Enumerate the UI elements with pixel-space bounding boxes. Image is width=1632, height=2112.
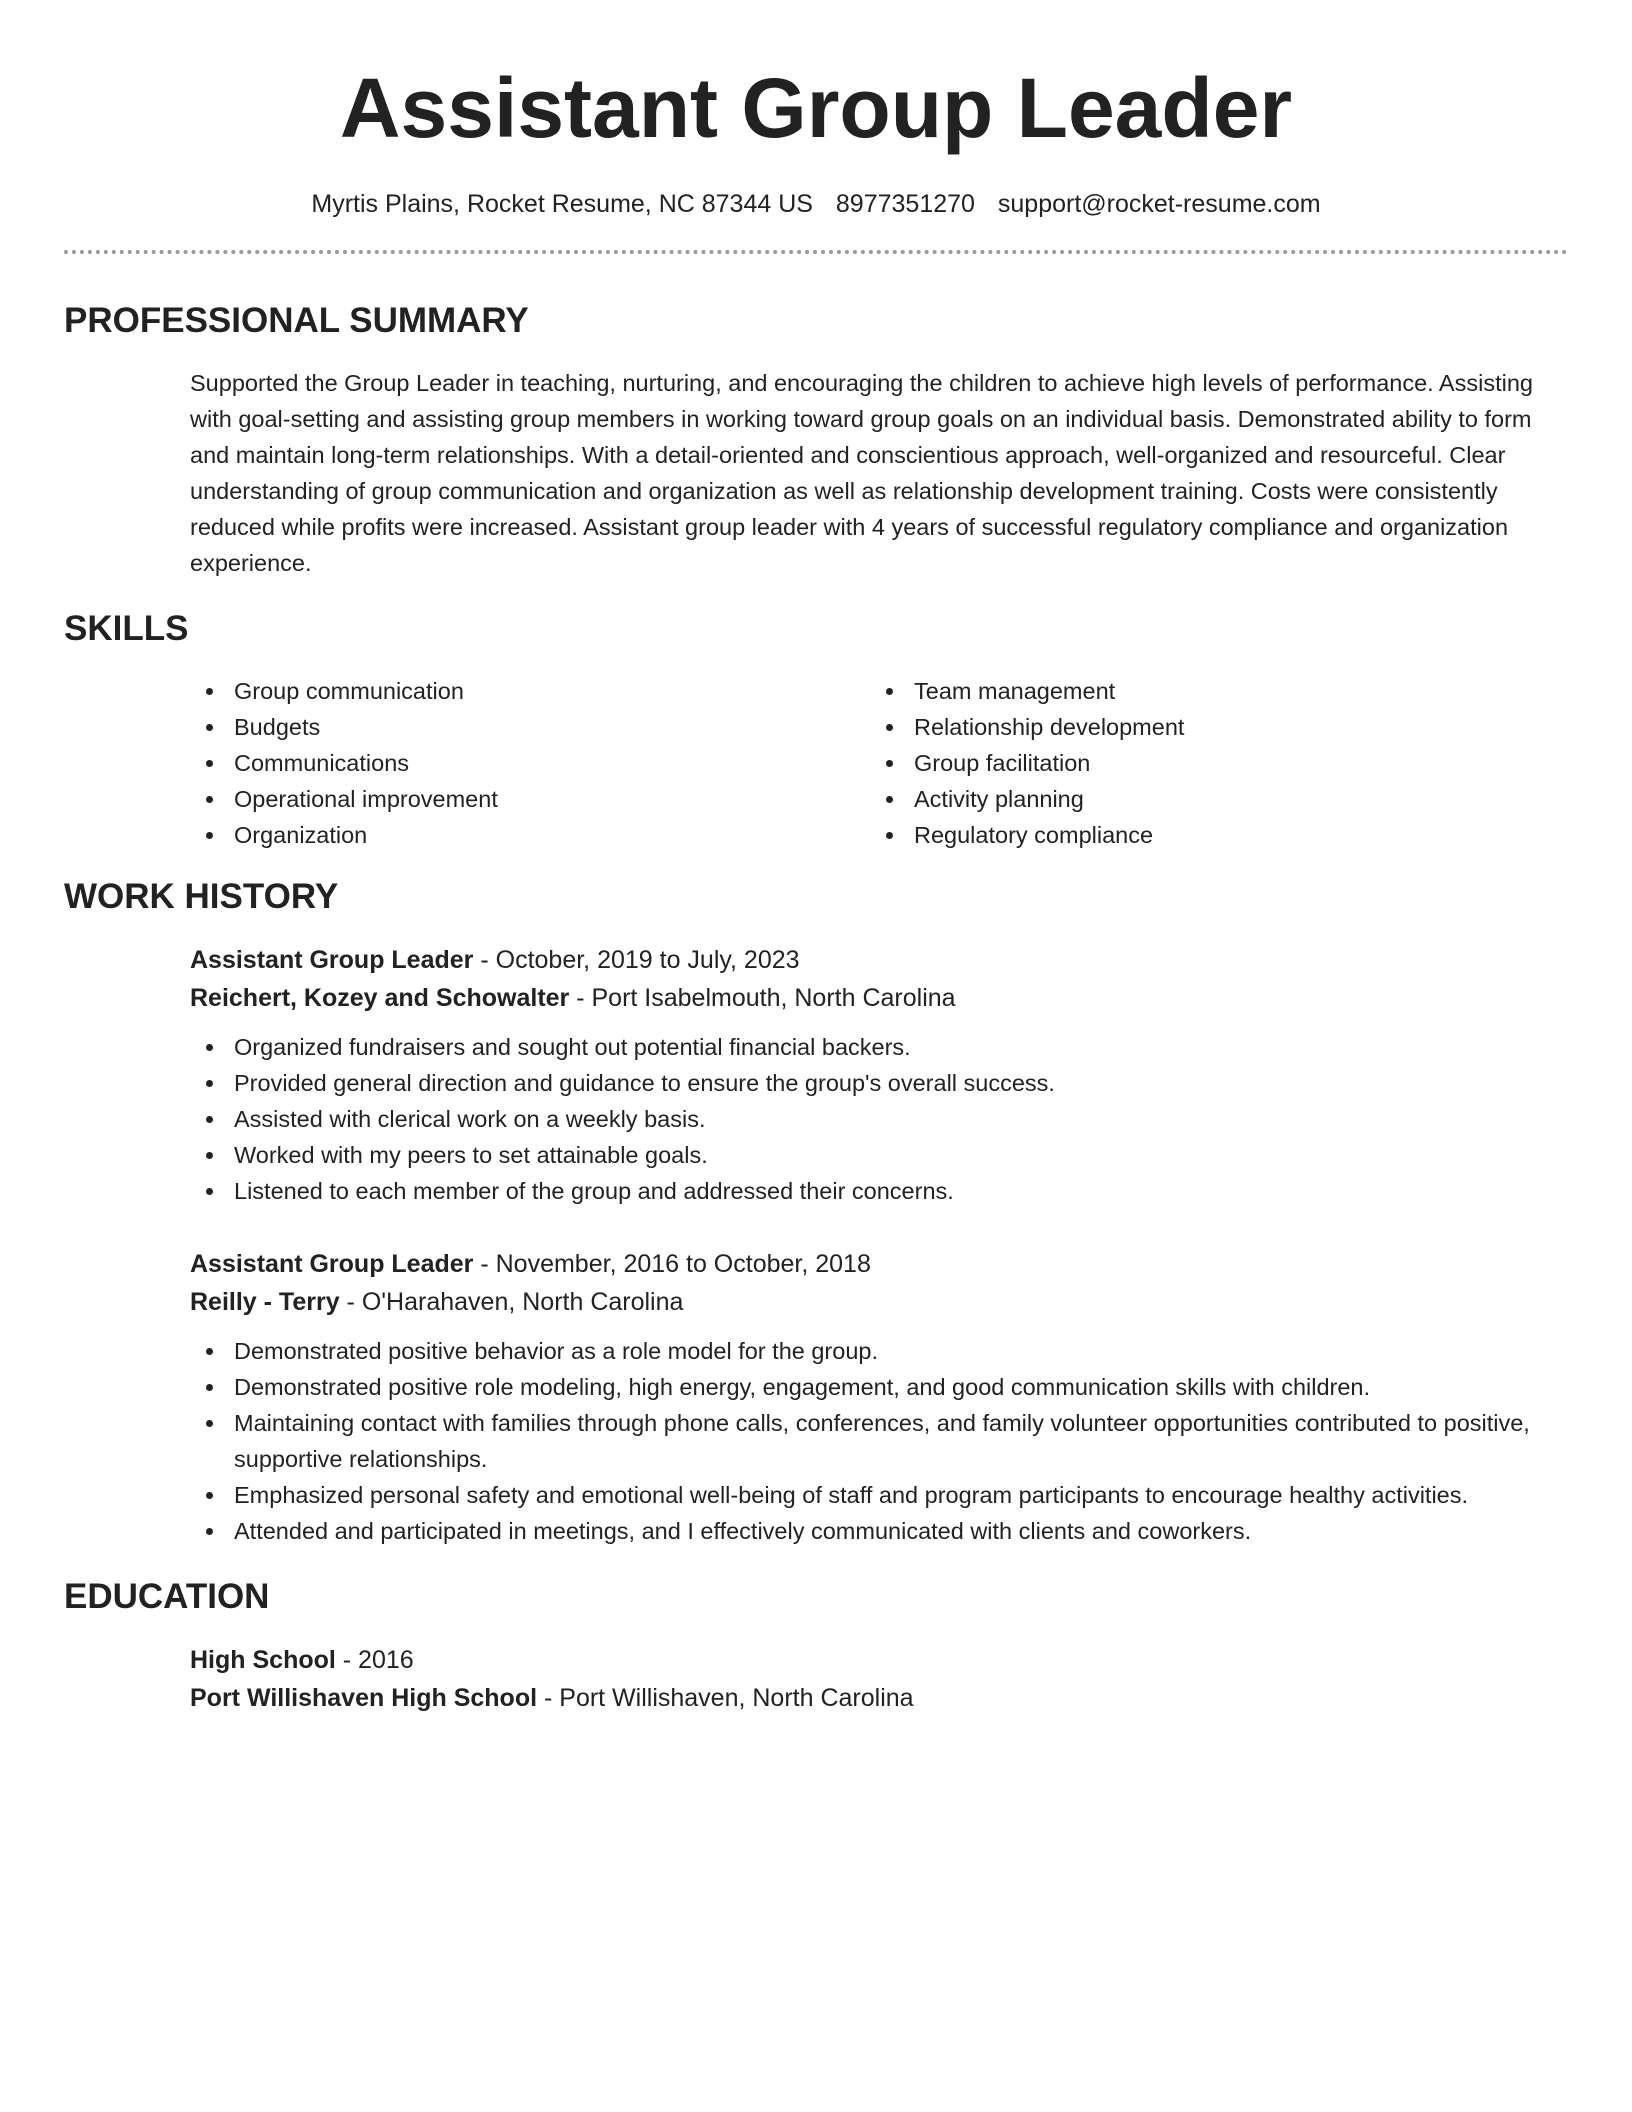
job-role: Assistant Group Leader	[190, 946, 474, 974]
job-company: Reichert, Kozey and Schowalter	[190, 984, 570, 1012]
job-title-line	[190, 941, 1568, 979]
job-duty: Provided general direction and guidance to ensure the group's overall success.	[190, 1065, 1568, 1101]
education-degree-line	[190, 1641, 1568, 1679]
work-history-heading: WORK HISTORY	[64, 877, 339, 916]
skill-item: Relationship development	[870, 709, 1550, 745]
job-company-line	[190, 979, 1568, 1017]
job-duty: Demonstrated positive behavior as a role model for the group.	[190, 1333, 1568, 1369]
contact-address: Myrtis Plains, Rocket Resume, NC 87344 US	[311, 190, 813, 218]
skill-item: Budgets	[190, 709, 870, 745]
skill-item: Regulatory compliance	[870, 817, 1550, 853]
job-duties	[190, 1333, 1568, 1549]
job-dates: - November, 2016 to October, 2018	[473, 1250, 871, 1278]
job-entry	[190, 941, 1568, 1209]
job-entry	[190, 1245, 1568, 1549]
education-degree: High School	[190, 1646, 336, 1674]
job-duty: Listened to each member of the group and addressed their concerns.	[190, 1173, 1568, 1209]
summary-heading: PROFESSIONAL SUMMARY	[64, 301, 529, 340]
job-duty: Attended and participated in meetings, and I effectively communicated with clients and coworkers.	[190, 1513, 1568, 1549]
skills-heading: SKILLS	[64, 609, 189, 648]
job-location: - Port Isabelmouth, North Carolina	[569, 984, 956, 1012]
job-company-line	[190, 1283, 1568, 1321]
education-school-line	[190, 1679, 1568, 1717]
education-year: - 2016	[335, 1646, 414, 1674]
job-duties	[190, 1029, 1568, 1209]
contact-phone: 8977351270	[835, 190, 975, 218]
education-entry	[190, 1641, 1568, 1717]
job-duty: Organized fundraisers and sought out potential financial backers.	[190, 1029, 1568, 1065]
contact-line	[64, 186, 1568, 222]
header-divider	[64, 250, 1568, 254]
job-duty: Worked with my peers to set attainable goals.	[190, 1137, 1568, 1173]
skill-item: Group communication	[190, 673, 870, 709]
job-duty: Assisted with clerical work on a weekly basis.	[190, 1101, 1568, 1137]
job-company: Reilly - Terry	[190, 1288, 340, 1316]
resume-name: Assistant Group Leader	[339, 61, 1293, 155]
job-dates: - October, 2019 to July, 2023	[473, 946, 800, 974]
job-location: - O'Harahaven, North Carolina	[339, 1288, 684, 1316]
contact-email: support@rocket-resume.com	[997, 190, 1321, 218]
skills-list	[190, 673, 1568, 853]
education-school: Port Willishaven High School	[190, 1684, 538, 1712]
job-duty: Maintaining contact with families through phone calls, conferences, and family volunteer opportunities contributed to positive, supportive relationships.	[190, 1405, 1568, 1477]
job-duty: Emphasized personal safety and emotional well-being of staff and program participants to encourage healthy activities.	[190, 1477, 1568, 1513]
skills-column-left	[190, 673, 870, 853]
skill-item: Operational improvement	[190, 781, 870, 817]
education-heading: EDUCATION	[64, 1577, 270, 1616]
education-location: - Port Willishaven, North Carolina	[537, 1684, 914, 1712]
summary-text: Supported the Group Leader in teaching, nurturing, and encouraging the children to achieve high levels of performance. Assisting with goal-setting and assisting group members in working toward group goals on an individual basis. Demonstrated ability to form and maintain long-term relationships. With a detail-oriented and conscientious approach, well-organized and resourceful. Clear understanding of group communication and organization as well as relationship development training. Costs were consistently reduced while profits were increased. Assistant group leader with 4 years of successful regulatory compliance and organization experience.	[190, 370, 1533, 576]
skill-item: Team management	[870, 673, 1550, 709]
skills-column-right	[870, 673, 1550, 853]
skill-item: Activity planning	[870, 781, 1550, 817]
skill-item: Group facilitation	[870, 745, 1550, 781]
skill-item: Organization	[190, 817, 870, 853]
job-title-line	[190, 1245, 1568, 1283]
job-role: Assistant Group Leader	[190, 1250, 474, 1278]
job-duty: Demonstrated positive role modeling, high energy, engagement, and good communication skills with children.	[190, 1369, 1568, 1405]
skill-item: Communications	[190, 745, 870, 781]
